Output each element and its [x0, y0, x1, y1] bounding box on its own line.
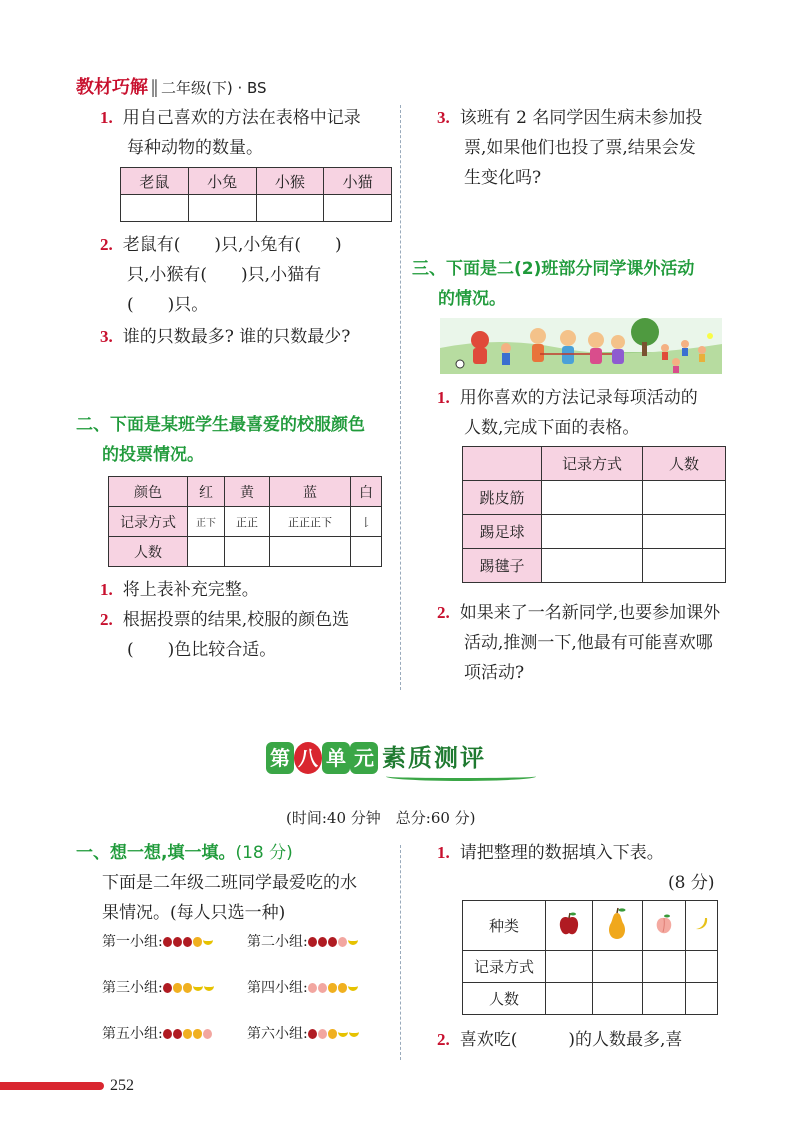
question-number: 3.	[437, 108, 450, 127]
pear-icon	[183, 1029, 192, 1039]
pear-icon	[193, 1029, 202, 1039]
row-label: 记录方式	[463, 951, 546, 983]
apple-icon	[173, 1029, 182, 1039]
question-text: 老鼠有( )只,小兔有( )	[122, 235, 342, 255]
section3-q2	[437, 598, 737, 688]
banana-icon	[193, 982, 203, 991]
question-text: 项活动?	[464, 663, 525, 683]
table-cell[interactable]	[686, 983, 718, 1015]
apple-icon	[163, 937, 172, 947]
table-cell[interactable]	[270, 537, 351, 567]
fruit-header-cell	[546, 901, 593, 951]
question-text: 喜欢吃( )的人数最多,喜	[459, 1030, 683, 1050]
group-label: 第六小组:	[247, 1026, 308, 1042]
pear-icon	[328, 983, 337, 993]
banner-char: 第	[266, 742, 294, 774]
question-text: 如果来了一名新同学,也要参加课外	[459, 603, 721, 623]
table-cell[interactable]	[225, 537, 270, 567]
question-number: 2.	[100, 610, 113, 629]
apple-icon	[308, 937, 317, 947]
page-header	[76, 76, 267, 100]
banner-underline	[386, 772, 536, 781]
apple-icon	[163, 1029, 172, 1039]
section2-q1	[100, 575, 395, 605]
banner-char: 元	[350, 742, 378, 774]
section-title-line: 二、下面是某班学生最喜爱的校服颜色	[76, 415, 365, 435]
question-number: 2.	[437, 1030, 450, 1049]
table-cell[interactable]	[121, 195, 189, 222]
apple-icon	[328, 937, 337, 947]
section-title-line: 的情况。	[438, 289, 506, 309]
pear-icon	[328, 1029, 337, 1039]
table-header: 小猫	[324, 168, 392, 195]
banana-icon	[204, 982, 214, 991]
peach-icon	[203, 1029, 212, 1039]
left-q1	[100, 103, 395, 163]
table-cell[interactable]	[542, 481, 643, 515]
peach-icon	[318, 983, 327, 993]
table-cell[interactable]	[188, 537, 225, 567]
group-label: 第一小组:	[102, 934, 163, 950]
pear-icon	[604, 907, 630, 941]
question-number: 1.	[100, 580, 113, 599]
unit-banner	[266, 742, 546, 782]
pear-icon	[173, 983, 182, 993]
question-text: 将上表补充完整。	[122, 580, 259, 600]
right-q3	[437, 103, 737, 193]
row-label: 跳皮筋	[463, 481, 542, 515]
tally-cell: 正下	[188, 507, 225, 537]
table-cell[interactable]	[546, 951, 593, 983]
question-text: 只,小猴有( )只,小猫有	[127, 265, 322, 285]
table-header: 人数	[643, 447, 726, 481]
banana-icon	[348, 936, 358, 945]
question-number: 1.	[100, 108, 113, 127]
peach-icon	[318, 1029, 327, 1039]
table-header: 蓝	[270, 477, 351, 507]
banana-icon	[348, 982, 358, 991]
left-q3	[100, 322, 395, 352]
table-header: 小猴	[256, 168, 324, 195]
question-text: 票,如果他们也投了票,结果会发	[464, 138, 696, 158]
table-cell[interactable]	[643, 983, 686, 1015]
animal-table	[120, 167, 392, 222]
question-text: 根据投票的结果,校服的颜色选	[122, 610, 350, 630]
banner-char: 单	[322, 742, 350, 774]
intro-line: 果情况。(每人只选一种)	[102, 903, 286, 923]
question-text: 人数,完成下面的表格。	[464, 418, 640, 438]
section3-title	[412, 254, 742, 314]
table-cell[interactable]	[643, 515, 726, 549]
part-score: (18 分)	[235, 843, 293, 863]
group-label: 第三小组:	[102, 980, 163, 996]
tally-cell: 正正正下	[270, 507, 351, 537]
apple-icon	[183, 937, 192, 947]
column-divider-bottom	[400, 845, 401, 1060]
table-cell[interactable]	[686, 951, 718, 983]
fruit-header-cell	[643, 901, 686, 951]
fruit-table	[462, 900, 718, 1015]
section3-q1	[437, 383, 737, 443]
row-label: 人数	[463, 983, 546, 1015]
question-number: 1.	[437, 843, 450, 862]
banana-icon	[694, 916, 710, 932]
table-cell[interactable]	[592, 983, 642, 1015]
apple-icon	[163, 983, 172, 993]
part1-q1	[437, 838, 737, 868]
table-cell[interactable]	[542, 549, 643, 583]
table-cell[interactable]	[256, 195, 324, 222]
table-header: 黄	[225, 477, 270, 507]
question-text: ( )色比较合适。	[127, 640, 277, 660]
grade-label: 二年级(下) · BS	[161, 79, 267, 97]
part1-q1-score: (8 分)	[668, 873, 715, 893]
tally-cell: 𠄌	[351, 507, 382, 537]
apple-icon	[173, 937, 182, 947]
fruit-group	[102, 930, 247, 954]
question-text: 谁的只数最多? 谁的只数最少?	[122, 327, 351, 347]
table-cell[interactable]	[643, 549, 726, 583]
question-number: 3.	[100, 327, 113, 346]
activity-illustration	[440, 318, 722, 374]
peach-icon	[653, 913, 675, 935]
table-header: 小兔	[188, 168, 256, 195]
question-text: 请把整理的数据填入下表。	[459, 843, 664, 863]
part1-title	[76, 838, 293, 868]
intro-line: 下面是二年级二班同学最爱吃的水	[102, 873, 357, 893]
row-label: 踢足球	[463, 515, 542, 549]
question-text: 用你喜欢的方法记录每项活动的	[459, 388, 698, 408]
fruit-group-row	[102, 1022, 392, 1046]
banana-icon	[349, 1028, 359, 1037]
table-cell[interactable]	[546, 983, 593, 1015]
page-number: 252	[110, 1077, 134, 1094]
banner-title: 素质测评	[382, 744, 486, 772]
table-header: 白	[351, 477, 382, 507]
exam-info: (时间:40 分钟 总分:60 分)	[286, 809, 476, 827]
banana-icon	[203, 936, 213, 945]
fruit-header-cell	[686, 901, 718, 951]
table-cell[interactable]	[643, 481, 726, 515]
brand: 教材巧解	[76, 77, 148, 98]
table-cell[interactable]	[542, 515, 643, 549]
table-cell[interactable]	[324, 195, 392, 222]
part-title: 一、想一想,填一填。	[76, 843, 236, 863]
table-header: 颜色	[109, 477, 188, 507]
tally-cell: 正正	[225, 507, 270, 537]
part1-intro	[102, 868, 397, 928]
fruit-header-cell	[592, 901, 642, 951]
fruit-group	[247, 930, 392, 954]
question-text: 每种动物的数量。	[127, 138, 263, 158]
section-title-line: 的投票情况。	[102, 445, 204, 465]
pear-icon	[338, 983, 347, 993]
section-title-line: 三、下面是二(2)班部分同学课外活动	[412, 259, 695, 279]
table-header: 红	[188, 477, 225, 507]
peach-icon	[308, 983, 317, 993]
fruit-group	[102, 1022, 247, 1046]
table-header: 老鼠	[121, 168, 189, 195]
table-cell[interactable]	[188, 195, 256, 222]
apple-icon	[557, 911, 581, 937]
activity-table	[462, 446, 726, 583]
header-separator: ‖	[150, 77, 159, 98]
part1-q2	[437, 1025, 737, 1055]
table-header	[463, 447, 542, 481]
apple-icon	[308, 1029, 317, 1039]
peach-icon	[338, 937, 347, 947]
question-text: 用自己喜欢的方法在表格中记录	[122, 108, 361, 128]
pear-icon	[193, 937, 202, 947]
fruit-group-row	[102, 930, 392, 954]
apple-icon	[318, 937, 327, 947]
fruit-group-row	[102, 976, 392, 1000]
row-label: 人数	[109, 537, 188, 567]
footer-bar	[0, 1082, 104, 1090]
banner-char: 八	[294, 742, 322, 774]
left-q2	[100, 230, 395, 320]
question-text: ( )只。	[127, 295, 209, 315]
table-header: 记录方式	[542, 447, 643, 481]
pear-icon	[183, 983, 192, 993]
group-label: 第四小组:	[247, 980, 308, 996]
section2-q2	[100, 605, 395, 665]
question-text: 生变化吗?	[464, 168, 542, 188]
fruit-group	[247, 1022, 392, 1046]
column-divider-top	[400, 105, 401, 690]
table-cell[interactable]	[351, 537, 382, 567]
question-number: 2.	[437, 603, 450, 622]
question-text: 活动,推测一下,他最有可能喜欢哪	[464, 633, 713, 653]
fruit-group	[247, 976, 392, 1000]
group-label: 第五小组:	[102, 1026, 163, 1042]
banana-icon	[338, 1028, 348, 1037]
question-number: 1.	[437, 388, 450, 407]
table-cell[interactable]	[592, 951, 642, 983]
question-number: 2.	[100, 235, 113, 254]
fruit-group	[102, 976, 247, 1000]
section2-title	[76, 410, 396, 470]
row-label: 踢毽子	[463, 549, 542, 583]
question-text: 该班有 2 名同学因生病未参加投	[459, 108, 703, 128]
table-header: 种类	[463, 901, 546, 951]
row-label: 记录方式	[109, 507, 188, 537]
group-label: 第二小组:	[247, 934, 308, 950]
table-cell[interactable]	[643, 951, 686, 983]
uniform-vote-table	[108, 476, 382, 567]
